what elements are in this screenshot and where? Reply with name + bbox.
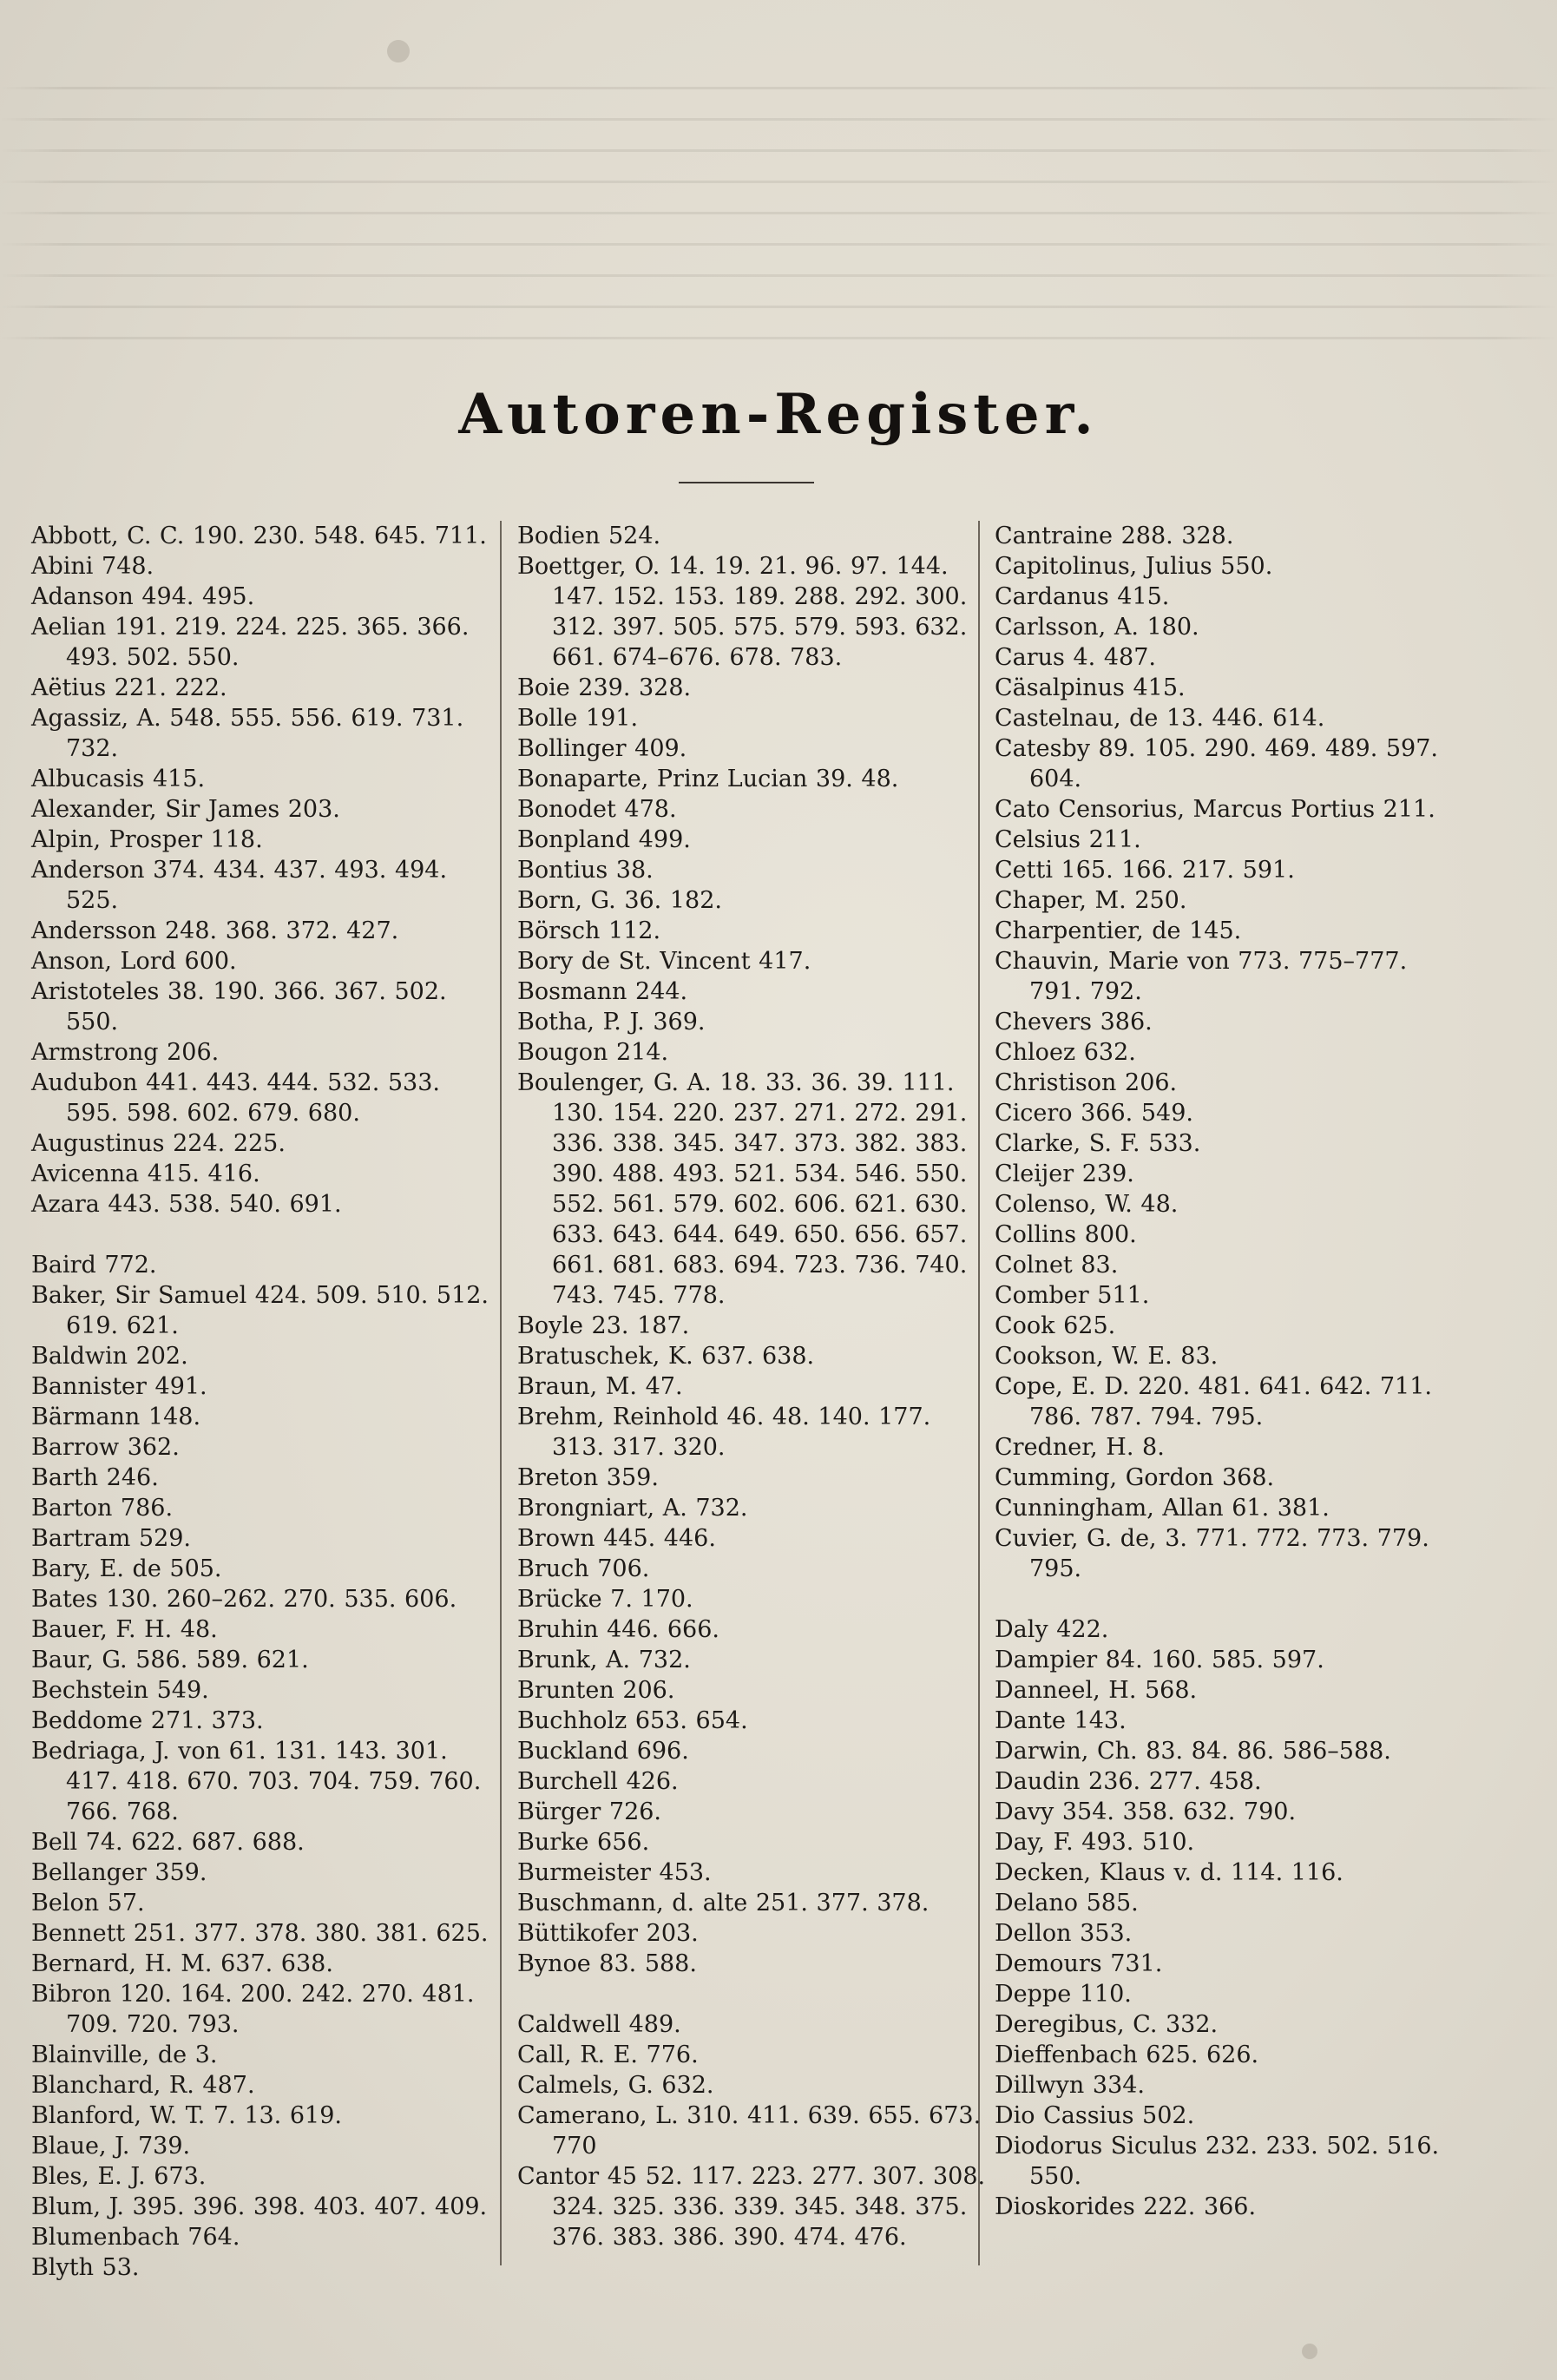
index-entry: Cope, E. D. 220. 481. 641. 642. 711. 786. 787. 794. 795. xyxy=(995,1373,1432,1430)
index-entry: Blainville, de 3. xyxy=(31,2041,218,2068)
index-entry: Carus 4. 487. xyxy=(995,644,1156,671)
index-entry: Decken, Klaus v. d. 114. 116. xyxy=(995,1859,1343,1886)
index-entry: Dieffenbach 625. 626. xyxy=(995,2041,1259,2068)
index-entry: Augustinus 224. 225. xyxy=(31,1130,286,1157)
index-entry: Bollinger 409. xyxy=(517,735,687,762)
index-entry: Andersson 248. 368. 372. 427. xyxy=(31,917,399,944)
index-entry: Colenso, W. 48. xyxy=(995,1191,1179,1218)
index-entry: Boettger, O. 14. 19. 21. 96. 97. 144. 147. 152. 153. 189. 288. 292. 300. 312. 397. 505. 575. 579. 593. 632. 661. 674–676. 678. 783. xyxy=(517,553,968,671)
index-entry: Barton 786. xyxy=(31,1495,174,1522)
index-entry: Burmeister 453. xyxy=(517,1859,712,1886)
index-entry: Bellanger 359. xyxy=(31,1859,207,1886)
index-entry: Bennett 251. 377. 378. 380. 381. 625. xyxy=(31,1920,489,1947)
index-entry: Day, F. 493. 510. xyxy=(995,1829,1195,1856)
index-entry: Barth 246. xyxy=(31,1464,159,1491)
index-entry: Born, G. 36. 182. xyxy=(517,887,722,914)
index-entry: Bell 74. 622. 687. 688. xyxy=(31,1829,305,1856)
index-entry: Cumming, Gordon 368. xyxy=(995,1464,1275,1491)
index-entry: Baird 772. xyxy=(31,1252,157,1279)
index-entry: Blaue, J. 739. xyxy=(31,2133,191,2160)
index-entry: Bonpland 499. xyxy=(517,826,691,853)
index-column-1 xyxy=(31,521,500,2283)
index-entry: Burke 656. xyxy=(517,1829,650,1856)
index-entry: Blum, J. 395. 396. 398. 403. 407. 409. xyxy=(31,2193,488,2220)
index-entry: Dioskorides 222. 366. xyxy=(995,2193,1257,2220)
index-entry: Bibron 120. 164. 200. 242. 270. 481. 709. 720. 793. xyxy=(31,1981,475,2038)
index-entry: Deregibus, C. 332. xyxy=(995,2011,1219,2038)
index-entry: Baker, Sir Samuel 424. 509. 510. 512. 619. 621. xyxy=(31,1282,489,1339)
bleed-through-text xyxy=(0,61,1557,347)
index-entry: Daudin 236. 277. 458. xyxy=(995,1768,1262,1795)
index-entry: Alpin, Prosper 118. xyxy=(31,826,263,853)
index-entry: Beddome 271. 373. xyxy=(31,1707,264,1734)
index-entry: Dillwyn 334. xyxy=(995,2072,1146,2099)
index-entry: Cäsalpinus 415. xyxy=(995,674,1186,701)
index-entry: Aelian 191. 219. 224. 225. 365. 366. 493. 502. 550. xyxy=(31,614,470,671)
index-entry: Bary, E. de 505. xyxy=(31,1555,222,1582)
index-entry: Blanchard, R. 487. xyxy=(31,2072,255,2099)
index-entry: Davy 354. 358. 632. 790. xyxy=(995,1798,1297,1825)
index-entry: Chaper, M. 250. xyxy=(995,887,1187,914)
index-entry: Bärmann 148. xyxy=(31,1404,201,1430)
index-entry: Brehm, Reinhold 46. 48. 140. 177. 313. 317. 320. xyxy=(517,1404,931,1461)
index-entry: Clarke, S. F. 533. xyxy=(995,1130,1201,1157)
index-entry: Calmels, G. 632. xyxy=(517,2072,714,2099)
index-entry: Cuvier, G. de, 3. 771. 772. 773. 779. 795. xyxy=(995,1525,1429,1582)
index-entry: Dellon 353. xyxy=(995,1920,1133,1947)
index-entry: Bauer, F. H. 48. xyxy=(31,1616,218,1643)
index-entry: Credner, H. 8. xyxy=(995,1434,1165,1461)
index-entry: Bechstein 549. xyxy=(31,1677,209,1704)
index-entry: Abbott, C. C. 190. 230. 548. 645. 711. xyxy=(31,523,487,549)
index-entry: Carlsson, A. 180. xyxy=(995,614,1199,641)
index-entry: Armstrong 206. xyxy=(31,1039,220,1066)
index-entry: Comber 511. xyxy=(995,1282,1150,1309)
index-entry: Anson, Lord 600. xyxy=(31,948,237,975)
index-entry: Belon 57. xyxy=(31,1890,145,1916)
index-entry: Blyth 53. xyxy=(31,2254,140,2281)
index-entry: Alexander, Sir James 203. xyxy=(31,796,340,823)
index-entry: Deppe 110. xyxy=(995,1981,1132,2008)
index-entry: Bates 130. 260–262. 270. 535. 606. xyxy=(31,1586,457,1613)
index-entry: Adanson 494. 495. xyxy=(31,583,255,610)
index-entry: Cetti 165. 166. 217. 591. xyxy=(995,857,1295,884)
index-entry: Brücke 7. 170. xyxy=(517,1586,693,1613)
index-entry: Bosmann 244. xyxy=(517,978,688,1005)
index-entry: Delano 585. xyxy=(995,1890,1139,1916)
index-entry: Bartram 529. xyxy=(31,1525,192,1552)
index-entry: Büttikofer 203. xyxy=(517,1920,699,1947)
index-column-2 xyxy=(517,521,986,2252)
index-entry: Danneel, H. 568. xyxy=(995,1677,1198,1704)
index-entry: Bonaparte, Prinz Lucian 39. 48. xyxy=(517,766,899,792)
index-entry: Bonodet 478. xyxy=(517,796,677,823)
index-entry: Buschmann, d. alte 251. 377. 378. xyxy=(517,1890,930,1916)
index-entry: Dio Cassius 502. xyxy=(995,2102,1195,2129)
index-entry: Brongniart, A. 732. xyxy=(517,1495,748,1522)
index-entry: Cardanus 415. xyxy=(995,583,1170,610)
index-entry: Cato Censorius, Marcus Portius 211. xyxy=(995,796,1435,823)
index-entry: Abini 748. xyxy=(31,553,154,580)
index-entry: Baur, G. 586. 589. 621. xyxy=(31,1647,309,1673)
index-entry: Börsch 112. xyxy=(517,917,661,944)
letter-group-gap xyxy=(995,1584,1463,1614)
index-entry: Bannister 491. xyxy=(31,1373,207,1400)
index-entry: Bory de St. Vincent 417. xyxy=(517,948,811,975)
index-entry: Cantor 45 52. 117. 223. 277. 307. 308. 324. 325. 336. 339. 345. 348. 375. 376. 383. 386. 390. 474. 476. xyxy=(517,2163,986,2251)
index-entry: Celsius 211. xyxy=(995,826,1141,853)
index-entry: Charpentier, de 145. xyxy=(995,917,1242,944)
index-entry: Bougon 214. xyxy=(517,1039,669,1066)
index-entry: Cook 625. xyxy=(995,1312,1116,1339)
index-entry: Botha, P. J. 369. xyxy=(517,1009,706,1035)
index-entry: Castelnau, de 13. 446. 614. xyxy=(995,705,1325,732)
letter-group-gap xyxy=(517,1979,986,2009)
index-entry: Cicero 366. 549. xyxy=(995,1100,1193,1127)
index-entry: Bodien 524. xyxy=(517,523,661,549)
index-entry: Bolle 191. xyxy=(517,705,639,732)
index-entry: Brunten 206. xyxy=(517,1677,675,1704)
index-entry: Bratuschek, K. 637. 638. xyxy=(517,1343,815,1370)
index-entry: Cunningham, Allan 61. 381. xyxy=(995,1495,1330,1522)
page-title: Autoren-Register. xyxy=(458,382,1099,447)
index-entry: Agassiz, A. 548. 555. 556. 619. 731. 732. xyxy=(31,705,464,762)
index-entry: Avicenna 415. 416. xyxy=(31,1160,260,1187)
index-entry: Anderson 374. 434. 437. 493. 494. 525. xyxy=(31,857,448,914)
index-entry: Cantraine 288. 328. xyxy=(995,523,1234,549)
index-entry: Aristoteles 38. 190. 366. 367. 502. 550. xyxy=(31,978,447,1035)
index-entry: Azara 443. 538. 540. 691. xyxy=(31,1191,342,1218)
index-entry: Burchell 426. xyxy=(517,1768,679,1795)
index-entry: Chauvin, Marie von 773. 775–777. 791. 792. xyxy=(995,948,1408,1005)
page-stain xyxy=(387,40,410,62)
index-entry: Daly 422. xyxy=(995,1616,1109,1643)
index-entry: Bles, E. J. 673. xyxy=(31,2163,207,2190)
index-entry: Blanford, W. T. 7. 13. 619. xyxy=(31,2102,342,2129)
index-entry: Barrow 362. xyxy=(31,1434,180,1461)
index-entry: Brunk, A. 732. xyxy=(517,1647,691,1673)
index-entry: Collins 800. xyxy=(995,1221,1137,1248)
index-entry: Blumenbach 764. xyxy=(31,2224,240,2251)
index-entry: Bruch 706. xyxy=(517,1555,650,1582)
index-entry: Diodorus Siculus 232. 233. 502. 516. 550. xyxy=(995,2133,1440,2190)
index-entry: Demours 731. xyxy=(995,1950,1163,1977)
index-entry: Bürger 726. xyxy=(517,1798,662,1825)
index-entry: Chevers 386. xyxy=(995,1009,1153,1035)
index-entry: Bernard, H. M. 637. 638. xyxy=(31,1950,333,1977)
index-entry: Bynoe 83. 588. xyxy=(517,1950,697,1977)
index-entry: Catesby 89. 105. 290. 469. 489. 597. 604. xyxy=(995,735,1438,792)
index-entry: Aëtius 221. 222. xyxy=(31,674,227,701)
index-entry: Bruhin 446. 666. xyxy=(517,1616,719,1643)
index-entry: Buchholz 653. 654. xyxy=(517,1707,748,1734)
index-entry: Bontius 38. xyxy=(517,857,654,884)
index-entry: Dampier 84. 160. 585. 597. xyxy=(995,1647,1324,1673)
index-entry: Braun, M. 47. xyxy=(517,1373,683,1400)
index-entry: Breton 359. xyxy=(517,1464,659,1491)
index-entry: Buckland 696. xyxy=(517,1738,689,1765)
index-entry: Dante 143. xyxy=(995,1707,1127,1734)
index-entry: Bedriaga, J. von 61. 131. 143. 301. 417. 418. 670. 703. 704. 759. 760. 766. 768. xyxy=(31,1738,482,1825)
index-entry: Boie 239. 328. xyxy=(517,674,692,701)
index-entry: Cleijer 239. xyxy=(995,1160,1134,1187)
index-entry: Boulenger, G. A. 18. 33. 36. 39. 111. 130. 154. 220. 237. 271. 272. 291. 336. 338. 345. 347. 373. 382. 383. 390. 488. 493. 521. 534. 546. 550. 552. 561. 579. 602. 606. 621. 630. 633. 643. 644. 649. 650. 656. 657. 661. 681. 683. 694. 723. 736. 740. 743. 745. 778. xyxy=(517,1069,968,1309)
index-entry: Capitolinus, Julius 550. xyxy=(995,553,1273,580)
index-entry: Call, R. E. 776. xyxy=(517,2041,699,2068)
index-entry: Caldwell 489. xyxy=(517,2011,681,2038)
index-entry: Camerano, L. 310. 411. 639. 655. 673. 770 xyxy=(517,2102,982,2160)
page-stain xyxy=(1302,2344,1317,2359)
index-entry: Boyle 23. 187. xyxy=(517,1312,690,1339)
index-column-3 xyxy=(995,521,1463,2222)
index-entry: Darwin, Ch. 83. 84. 86. 586–588. xyxy=(995,1738,1391,1765)
letter-group-gap xyxy=(31,1220,500,1250)
title-rule xyxy=(679,482,814,483)
index-entry: Cookson, W. E. 83. xyxy=(995,1343,1219,1370)
index-entry: Brown 445. 446. xyxy=(517,1525,716,1552)
index-entry: Christison 206. xyxy=(995,1069,1178,1096)
index-entry: Chloez 632. xyxy=(995,1039,1136,1066)
index-entry: Albucasis 415. xyxy=(31,766,206,792)
index-entry: Colnet 83. xyxy=(995,1252,1119,1279)
index-columns xyxy=(31,521,1472,2283)
index-entry: Baldwin 202. xyxy=(31,1343,188,1370)
index-entry: Audubon 441. 443. 444. 532. 533. 595. 598. 602. 679. 680. xyxy=(31,1069,440,1127)
